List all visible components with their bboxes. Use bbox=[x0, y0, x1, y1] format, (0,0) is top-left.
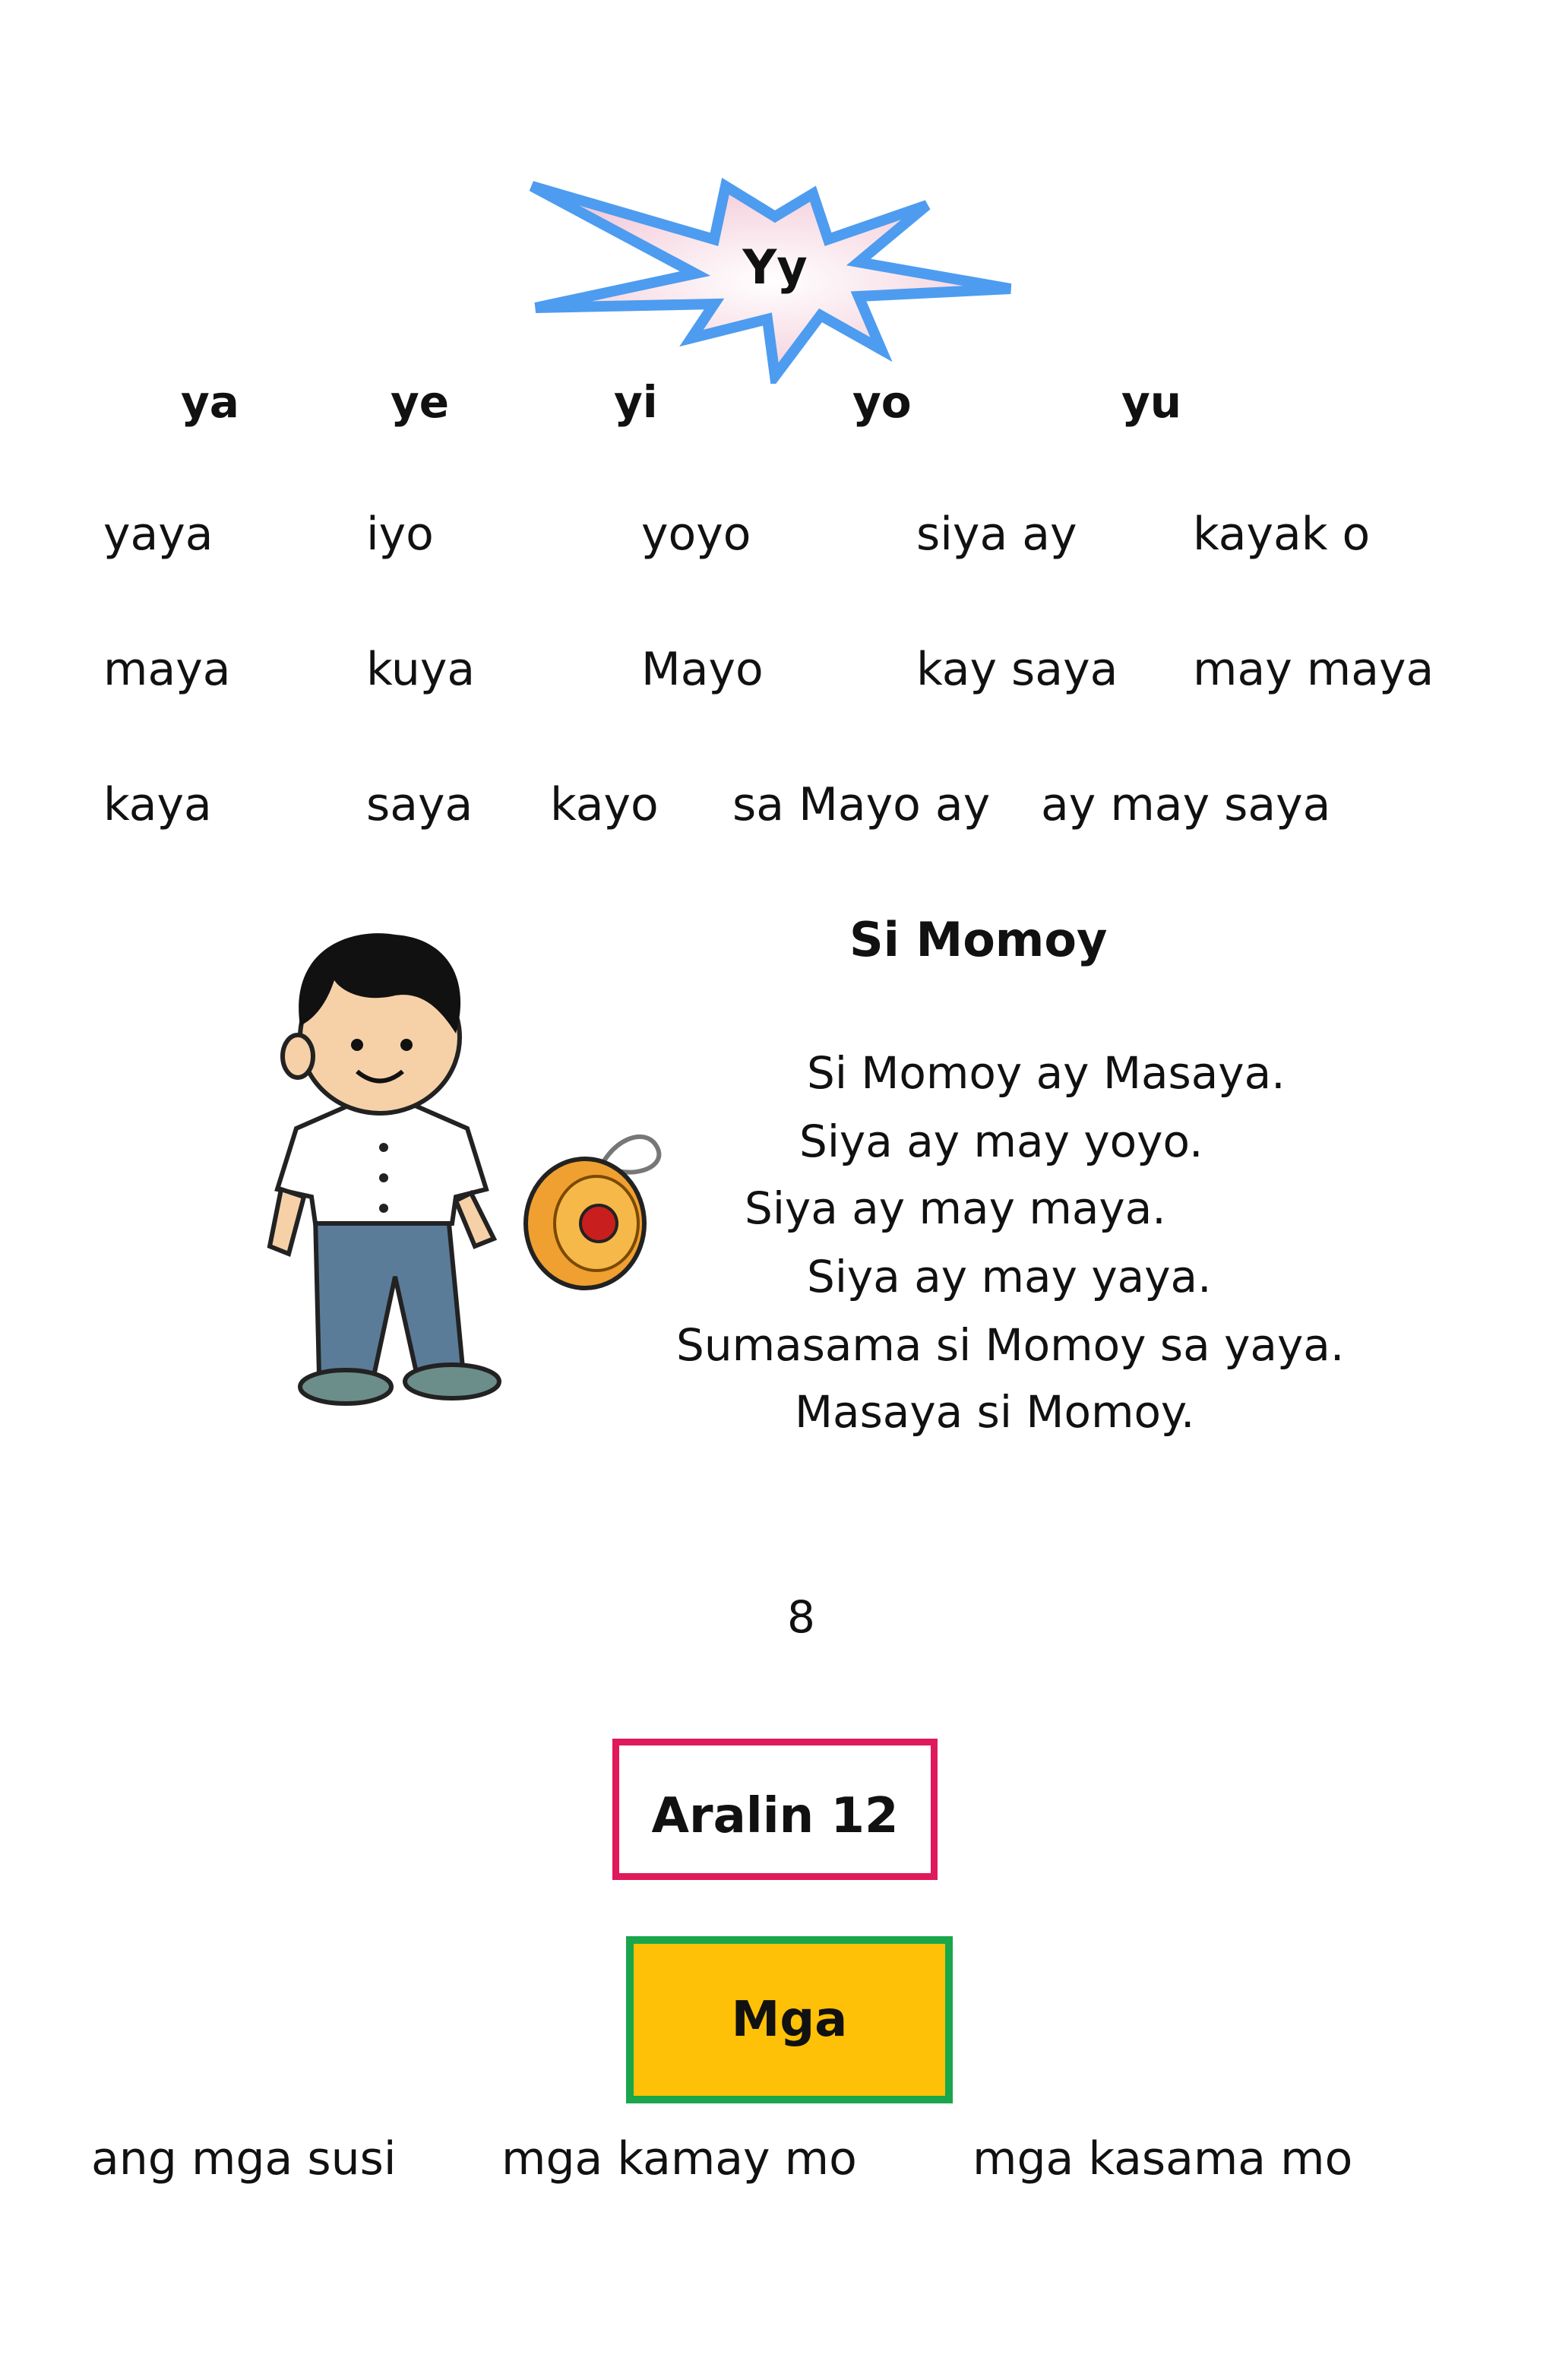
story-line-1: Si Momoy ay Masaya. bbox=[807, 1047, 1286, 1099]
story-line-3: Siya ay may maya. bbox=[745, 1182, 1166, 1234]
yoyo-icon bbox=[526, 1137, 659, 1288]
starburst-header bbox=[524, 163, 1026, 384]
lesson-word-box bbox=[626, 1936, 953, 2103]
lesson-word: Mga bbox=[731, 1992, 848, 2048]
syllable-ye: ye bbox=[391, 376, 450, 428]
syllable-yo: yo bbox=[852, 376, 912, 428]
word-maya: maya bbox=[103, 643, 231, 696]
story-line-6: Masaya si Momoy. bbox=[795, 1386, 1195, 1438]
boy-illustration bbox=[243, 919, 676, 1421]
word-may-maya: may maya bbox=[1193, 643, 1434, 696]
word-kayak-o: kayak o bbox=[1193, 508, 1371, 561]
word-mayo: Mayo bbox=[641, 643, 764, 696]
word-yoyo: yoyo bbox=[641, 508, 751, 561]
word-saya: saya bbox=[366, 778, 473, 831]
word-kayo: kayo bbox=[550, 778, 659, 831]
phrase-mga-kamay-mo: mga kamay mo bbox=[501, 2132, 857, 2185]
syllable-yi: yi bbox=[614, 376, 658, 428]
page-number: 8 bbox=[787, 1591, 815, 1643]
word-yaya: yaya bbox=[103, 508, 213, 561]
word-ay-may-saya: ay may saya bbox=[1041, 778, 1331, 831]
syllable-yu: yu bbox=[1121, 376, 1182, 428]
word-kay-saya: kay saya bbox=[916, 643, 1118, 696]
story-title: Si Momoy bbox=[849, 912, 1108, 967]
word-kuya: kuya bbox=[366, 643, 476, 696]
phrase-ang-mga-susi: ang mga susi bbox=[91, 2132, 397, 2185]
phrase-mga-kasama-mo: mga kasama mo bbox=[972, 2132, 1353, 2185]
story-line-2: Siya ay may yoyo. bbox=[799, 1116, 1203, 1167]
lesson-title-box bbox=[612, 1739, 938, 1880]
word-sa-mayo-ay: sa Mayo ay bbox=[732, 778, 991, 831]
lesson-title: Aralin 12 bbox=[651, 1788, 899, 1844]
word-siya-ay: siya ay bbox=[916, 508, 1077, 561]
story-line-5: Sumasama si Momoy sa yaya. bbox=[676, 1319, 1345, 1371]
word-iyo: iyo bbox=[366, 508, 434, 561]
word-kaya: kaya bbox=[103, 778, 212, 831]
syllable-ya: ya bbox=[181, 376, 239, 428]
letter-label: Yy bbox=[742, 239, 808, 295]
story-line-4: Siya ay may yaya. bbox=[807, 1251, 1212, 1302]
